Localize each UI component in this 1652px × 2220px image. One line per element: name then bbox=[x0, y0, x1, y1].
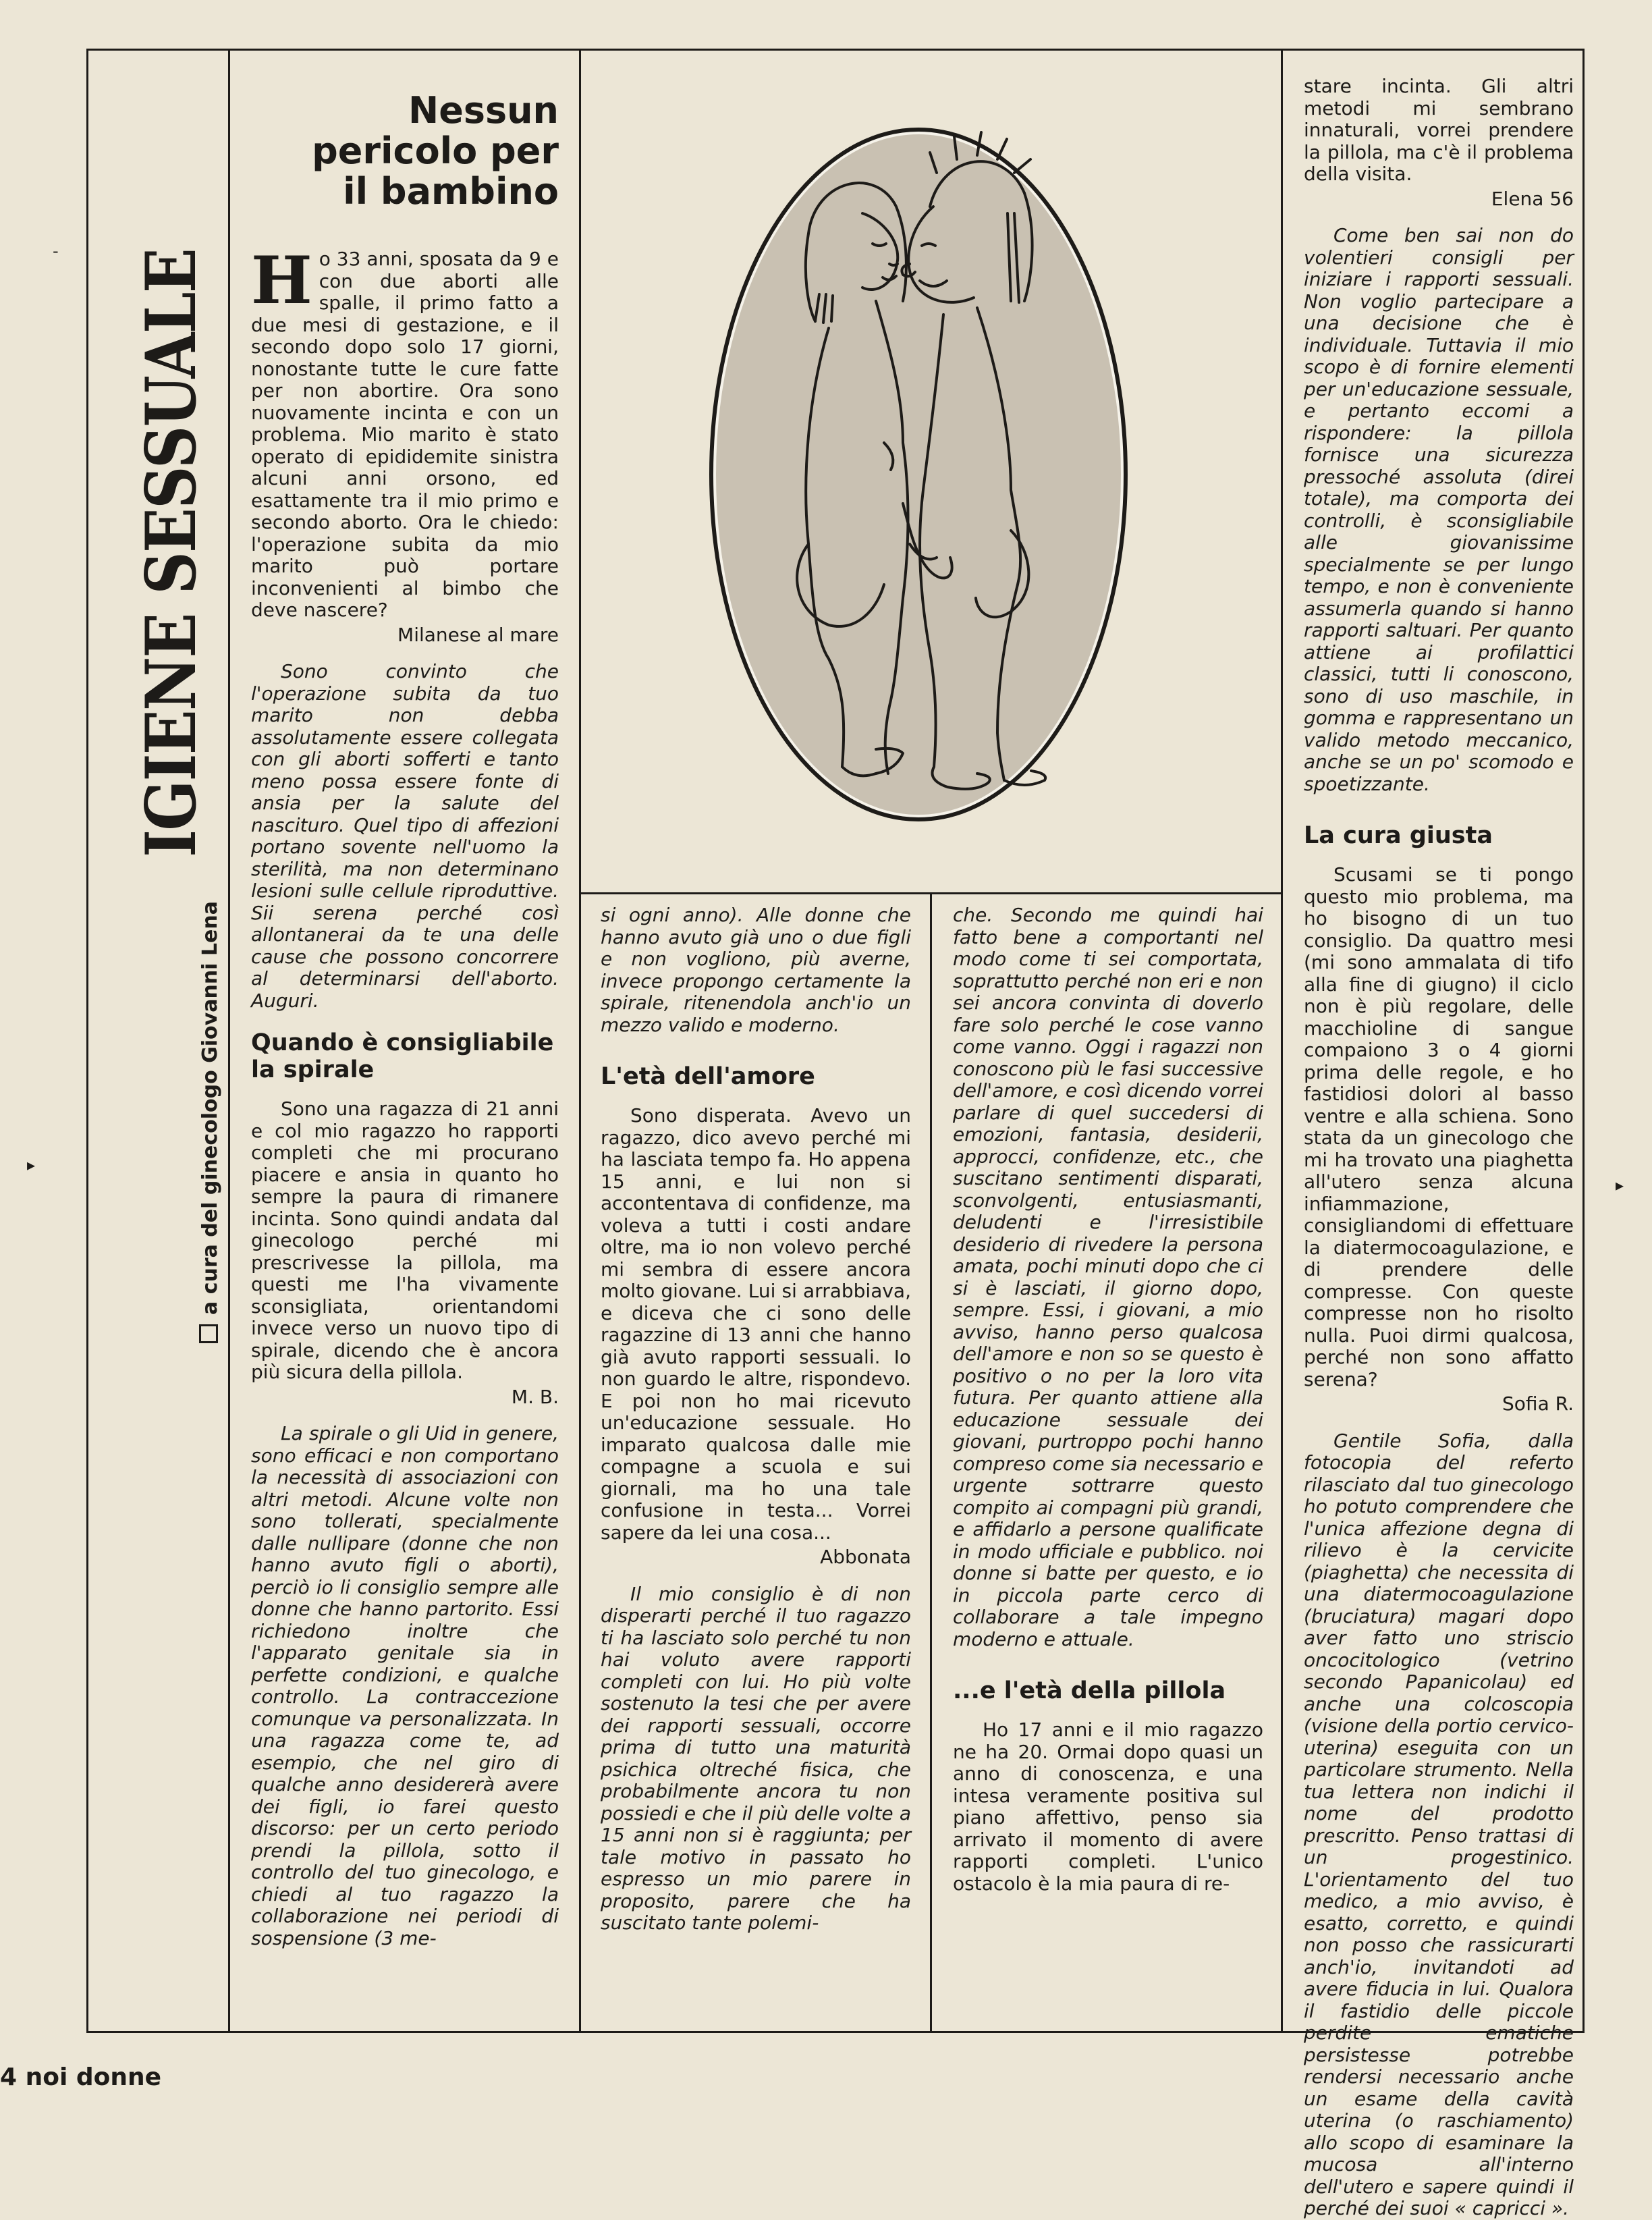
letter-text: Sono una ragazza di 21 anni e col mio ragazzo ho rapporti completi che mi procurano piacere e ansia in quanto ho sempre la paura di rimanere incinta. Sono quindi andata dal ginecologo perché mi prescrivesse la pillola, ma questi me l'ha vivamente sconsigliata, orientandomi invece verso un nuovo tipo di spirale, dicendo che è ancora più sicura della pillola. bbox=[251, 1098, 559, 1383]
article-heading: ...e l'età della pillola bbox=[953, 1677, 1226, 1704]
column-rule bbox=[930, 892, 932, 2033]
byline: a cura del ginecologo Giovanni Lena bbox=[197, 844, 224, 1343]
reply-text: che. Secondo me quindi hai fatto bene a comportanti nel modo come ti sei comportata, soprattutto perché non eri e non sei ancora convinta di doverlo fare solo perché le cose vanno come vanno. Oggi i ragazzi non conoscono più le fasi successive dell'amore, e così dicendo vorrei parlare di quel succedersi di emozioni, fantasia, desiderii, approcci, confidenze, etc., che suscitano sentimenti disparati, sconvolgenti, entusiasmanti, deludenti e l'irresistibile desiderio di rivedere la persona amata, pochi minuti dopo che ci si è lasciati, il giorno dopo, sempre. Essi, i giovani, a mio avviso, hanno perso qualcosa dell'amore e non so se questo è positivo o no per la loro vita futura. Per quanto attiene alla educazione sessuale dei giovani, purtroppo pochi hanno compreso come sia necessario e urgente sottrarre questo compito ai compagni più grandi, e affidarlo a persone qualificate in modo ufficiale e pubblico. noi donne si batte per questo, e io in piccola parte cerco di collaborare a tale impegno moderno e attuale. bbox=[953, 904, 1263, 1650]
column-rule bbox=[1281, 49, 1283, 2033]
letter-text: Ho 33 anni, sposata da 9 e con due aborti alle spalle, il primo fatto a due mesi di gestazione, e il secondo dopo solo 17 giorni, nonostante tutte le cure fatte per non abortire. Ora sono nuovamente incinta e con un problema. Mio marito è stato operato di epididemite sinistra alcuni anni orsono, ed esattamente tra il mio primo e secondo aborto. Ora le chiedo: l'operazione subita da mio marito può portare inconvenienti al bimbo che deve nascere? bbox=[251, 242, 559, 621]
page-footer: 4 noi donne bbox=[0, 2063, 161, 2091]
margin-mark: ▸ bbox=[27, 1156, 36, 1174]
column-4 bbox=[1304, 76, 1574, 2220]
column-2 bbox=[601, 904, 911, 1934]
letter-text: Scusami se ti pongo questo mio problema, ma ho bisogno di un tuo consiglio. Da quattro mesi (mi sono ammalata di tifo alla fine di giugno) il ciclo non è più regolare, delle macchioline di sangue compaiono 3 o 4 giorni prima delle regole, e ho fastidiosi dolori al basso ventre e alla schiena. Sono stata da un ginecologo che mi ha trovato una piaghetta all'utero senza alcuna infiammazione, consigliandomi di effettuare la diatermocoagulazione, e di prendere delle compresse. Con queste compresse non ho risolto nulla. Puoi dirmi qualcosa, perché non sono affatto serena? bbox=[1304, 863, 1574, 1390]
column-3 bbox=[953, 904, 1263, 1895]
column-1 bbox=[251, 65, 559, 1949]
letter-signature: M. B. bbox=[511, 1385, 559, 1408]
letter-signature: Sofia R. bbox=[1502, 1392, 1574, 1415]
article-heading: Quando è consigliabile la spirale bbox=[251, 1029, 554, 1083]
letter-signature: Elena 56 bbox=[1491, 187, 1574, 210]
letter-text: Sono disperata. Avevo un ragazzo, dico avevo perché mi ha lasciata tempo fa. Ho appena 15 anni, e lui non si accontentava di confidenze, ma voleva a tutti i costi andare oltre, ma io non volevo perché mi sembra di essere ancora molto giovane. Lui si arrabbiava, e diceva che ci sono delle ragazzine di 13 anni che hanno già avuto rapporti sessuali. Io non guardo le altre, rispondevo. E poi non ho mai ricevuto un'educazione sessuale. Ho imparato qualcosa dalle mie compagne a scuola e sui giornali, ma ho una tale confusione in testa... Vorrei sapere da lei una cosa... bbox=[601, 1104, 911, 1544]
reply-text: Il mio consiglio è di non disperarti perché il tuo ragazzo ti ha lasciato solo perché tu non hai voluto avere rapporti completi con lui. Ho più volte sostenuto la tesi che per avere dei rapporti sessuali, occorre prima di tutto una maturità psichica oltreché fisica, che probabilmente ancora tu non possiedi e che il più delle volte a 15 anni non si è raggiunta; per tale motivo in passato ho espresso un mio parere in proposito, parere che ha suscitato tante polemi- bbox=[601, 1582, 911, 1934]
letter-text: stare incinta. Gli altri metodi mi sembrano innaturali, vorrei prendere la pillola, ma c'è il problema della visita. bbox=[1304, 75, 1574, 185]
article-title: Nessun pericolo per il bambino bbox=[312, 89, 559, 213]
illustration-rule bbox=[579, 892, 1283, 894]
article-heading: La cura giusta bbox=[1304, 822, 1493, 849]
section-title: IGIENE SESSUALE bbox=[131, 248, 212, 857]
reply-text: Come ben sai non do volentieri consigli per iniziare i rapporti sessuali. Non voglio partecipare a una decisione che è individuale. Tuttavia il mio scopo è di fornire elementi per un'educazione sessuale, e pertanto eccomi a rispondere: la pillola fornisce una sicurezza pressoché assoluta (direi totale), ma comporta dei controlli, è sconsigliabile alle giovanissime specialmente se per lungo tempo, e non è conveniente assumerla quando si hanno rapporti saltuari. Per quanto attiene ai profilattici classici, tutti li conoscono, sono di uso maschile, in gomma e rappresentano un valido metodo meccanico, anche se un po' scomodo e spoetizzante. bbox=[1304, 224, 1574, 795]
article-heading: L'età dell'amore bbox=[601, 1063, 815, 1090]
drop-cap: H bbox=[251, 242, 312, 319]
letter-signature: Abbonata bbox=[820, 1546, 911, 1568]
letter-text: Ho 17 anni e il mio ragazzo ne ha 20. Ormai dopo quasi un anno di conoscenza, e una intesa veramente positiva sul piano affettivo, penso sia arrivato il momento di avere rapporti completi. L'unico ostacolo è la mia paura di re- bbox=[953, 1718, 1263, 1895]
column-rule bbox=[228, 49, 230, 2033]
reply-text: Sono convinto che l'operazione subita da tuo marito non debba assolutamente essere collegata con gli aborti sofferti e tanto meno possa essere fonte di ansia per la salute del nascituro. Quel tipo di affezioni portano sovente nell'uomo la sterilità, ma non determinano lesioni sulle cellule riproduttive. Sii serena perché così allontanerai da te una delle cause che possono concorrere al determinarsi dell'aborto. Auguri. bbox=[251, 660, 559, 1012]
checkbox-square-icon bbox=[199, 1324, 218, 1343]
reply-text: La spirale o gli Uid in genere, sono efficaci e non comportano la necessità di associazioni con altri metodi. Alcune volte non sono tollerati, specialmente dalle nullipare (donne che non hanno avuto figli o aborti), perciò io li consiglio sempre alle donne che hanno partorito. Essi richiedono inoltre che l'apparato genitale sia in perfette condizioni, e qualche controllo. La contraccezione comunque va personalizzata. In una ragazza come te, ad esempio, che nel giro di qualche anno desidererà avere dei figli, io farei questo discorso: per un certo periodo prendi la pillola, sotto il controllo del tuo ginecologo, e chiedi al tuo ragazzo la collaborazione nei periodi di sospensione (3 me- bbox=[251, 1422, 559, 1949]
margin-mark: - bbox=[53, 242, 59, 261]
margin-mark: ▸ bbox=[1616, 1176, 1624, 1195]
couple-illustration bbox=[707, 126, 1130, 823]
reply-text: si ogni anno). Alle donne che hanno avuto già uno o due figli e non vogliono, più averne, invece propongo certamente la spirale, ritenendola anch'io un mezzo valido e moderno. bbox=[601, 904, 911, 1036]
reply-text: Gentile Sofia, dalla fotocopia del referto rilasciato dal tuo ginecologo ho potuto comprendere che l'unica affezione degna di rilievo è la cervicite (piaghetta) che necessita di una diatermocoagulazione (bruciatura) magari dopo aver fatto uno striscio oncocitologico (vetrino secondo Papanicolau) ed anche una colcoscopia (visione della portio cervico-uterina) eseguita con un particolare strumento. Nella tua lettera non indichi il nome del prodotto prescritto. Penso trattasi di un progestinico. L'orientamento del tuo medico, a mio avviso, è esatto, corretto, e quindi non posso che rassicurarti anch'io, invitandoti ad avere fiducia in lui. Qualora il fastidio delle piccole perdite ematiche persistesse potrebbe rendersi necessario anche un esame della cavità uterina (o raschiamento) allo scopo di esaminare la mucosa all'interno dell'utero e sapere quindi il perché dei suoi « capricci ». bbox=[1304, 1429, 1574, 2219]
column-rule bbox=[579, 49, 581, 2033]
letter-signature: Milanese al mare bbox=[397, 623, 559, 646]
